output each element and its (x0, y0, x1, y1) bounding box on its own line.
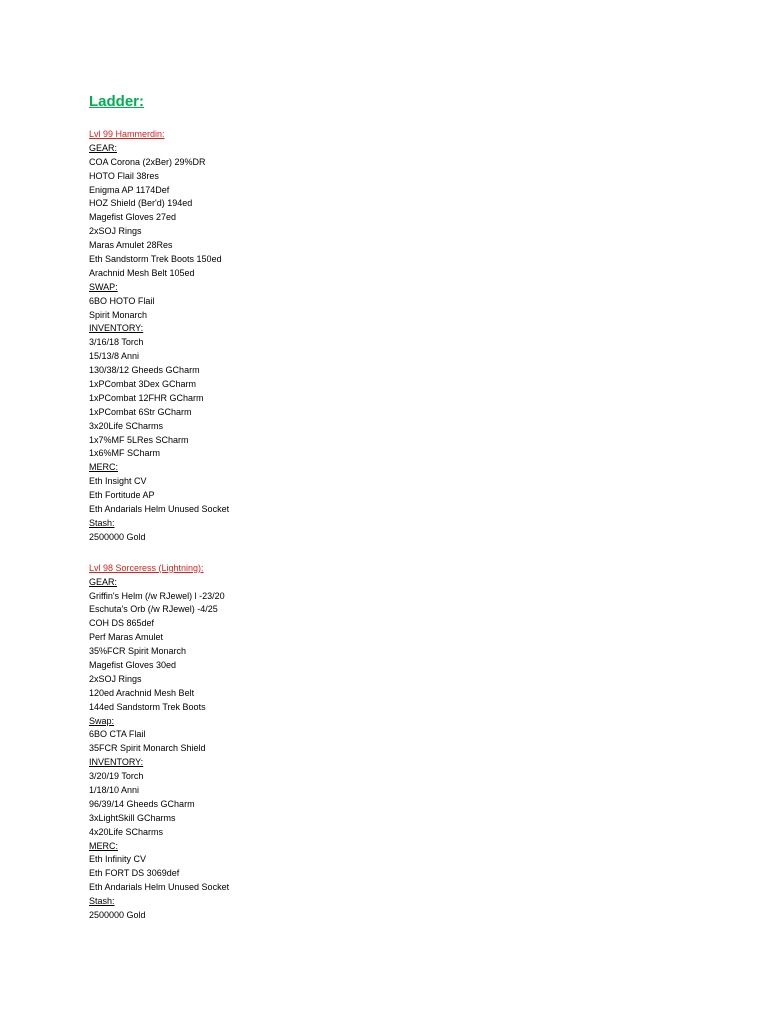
item-line: 15/13/8 Anni (89, 351, 140, 362)
group-label: GEAR: (89, 576, 118, 587)
character-section (89, 562, 729, 923)
group-label: MERC: (89, 462, 118, 473)
item-line: 130/38/12 Gheeds GCharm (89, 365, 200, 376)
item-line: Eschuta's Orb (/w RJewel) -4/25 (89, 604, 218, 615)
item-line: COA Corona (2xBer) 29%DR (89, 156, 206, 167)
group-label: Stash: (89, 896, 115, 907)
character-section (89, 128, 729, 545)
item-line: Magefist Gloves 30ed (89, 659, 177, 670)
group-label: GEAR: (89, 142, 118, 153)
item-line: 35%FCR Spirit Monarch (89, 646, 187, 657)
item-line: Eth Andarials Helm Unused Socket (89, 504, 230, 515)
group-label: SWAP: (89, 281, 118, 292)
item-line: 6BO CTA Flail (89, 729, 146, 740)
group-label: INVENTORY: (89, 757, 144, 768)
item-line: Enigma AP 1174Def (89, 184, 170, 195)
group-label: MERC: (89, 840, 118, 851)
item-line: 3xLightSkill GCharms (89, 812, 176, 823)
item-line: 3x20Life SCharms (89, 420, 164, 431)
item-line: Perf Maras Amulet (89, 632, 164, 643)
item-line: 2500000 Gold (89, 531, 146, 542)
character-heading: Lvl 98 Sorceress (Lightning): (89, 562, 204, 573)
item-line: COH DS 865def (89, 618, 155, 629)
item-line: 1xPCombat 6Str GCharm (89, 406, 192, 417)
item-line: 2500000 Gold (89, 909, 146, 920)
item-line: 96/39/14 Gheeds GCharm (89, 798, 195, 809)
item-line: Maras Amulet 28Res (89, 240, 173, 251)
item-line: Eth FORT DS 3069def (89, 868, 180, 879)
item-line: 2xSOJ Rings (89, 673, 142, 684)
item-line: HOZ Shield (Ber'd) 194ed (89, 198, 193, 209)
item-line: HOTO Flail 38res (89, 170, 159, 181)
item-line: 4x20Life SCharms (89, 826, 164, 837)
item-line: 35FCR Spirit Monarch Shield (89, 743, 206, 754)
item-line: 1xPCombat 12FHR GCharm (89, 392, 204, 403)
item-line: 3/16/18 Torch (89, 337, 144, 348)
item-line: 3/20/19 Torch (89, 771, 144, 782)
item-line: 1xPCombat 3Dex GCharm (89, 379, 197, 390)
group-label: Swap: (89, 715, 115, 726)
character-sections (89, 128, 729, 923)
item-line: 2xSOJ Rings (89, 226, 142, 237)
item-line: 6BO HOTO Flail (89, 295, 155, 306)
item-line: 1x7%MF 5LRes SCharm (89, 434, 189, 445)
group-label: INVENTORY: (89, 323, 144, 334)
item-line: Eth Fortitude AP (89, 490, 155, 501)
item-line: Griffin's Helm (/w RJewel) l -23/20 (89, 590, 225, 601)
item-line: Magefist Gloves 27ed (89, 212, 177, 223)
group-label: Stash: (89, 517, 115, 528)
item-line: Arachnid Mesh Belt 105ed (89, 267, 195, 278)
item-line: Eth Infinity CV (89, 854, 147, 865)
item-line: 120ed Arachnid Mesh Belt (89, 687, 195, 698)
item-line: Eth Sandstorm Trek Boots 150ed (89, 254, 222, 265)
document-page (89, 92, 729, 923)
character-heading: Lvl 99 Hammerdin: (89, 129, 165, 139)
item-line: Spirit Monarch (89, 309, 148, 320)
item-line: 144ed Sandstorm Trek Boots (89, 701, 206, 712)
item-line: Eth Andarials Helm Unused Socket (89, 882, 230, 893)
document-title: Ladder: (89, 93, 145, 110)
item-line: 1x6%MF SCharm (89, 448, 161, 459)
item-line: Eth Insight CV (89, 476, 147, 487)
item-line: 1/18/10 Anni (89, 784, 140, 795)
